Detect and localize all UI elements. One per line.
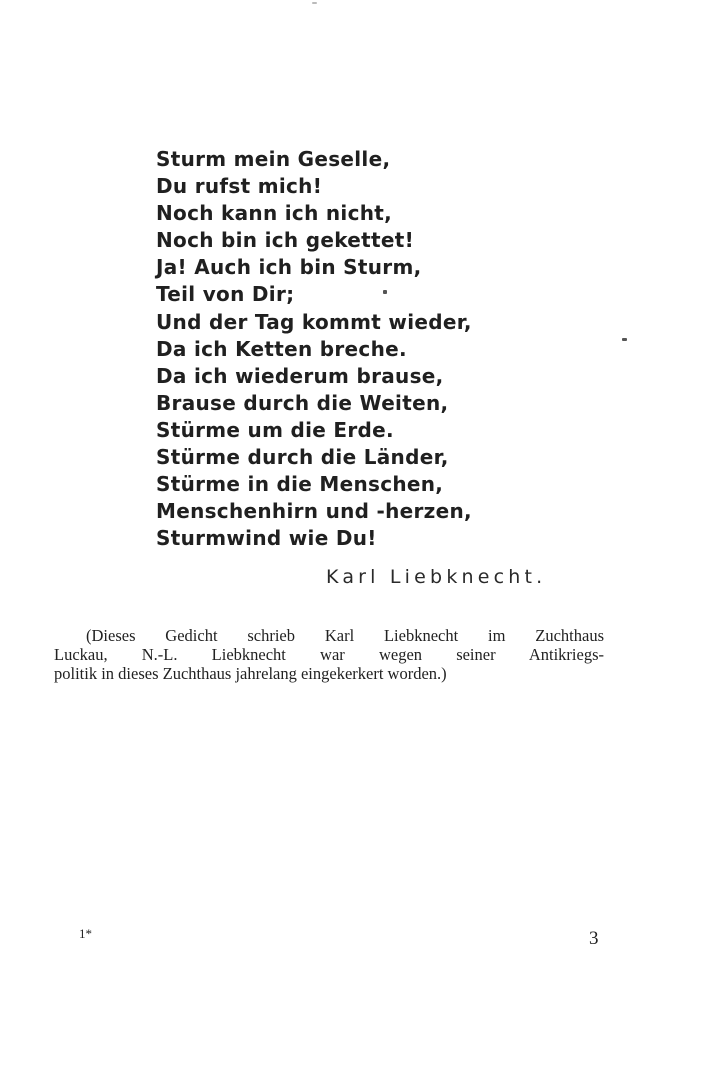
printer-signature-mark: 1* bbox=[79, 926, 92, 941]
poem-line: Sturm mein Geselle, bbox=[156, 147, 391, 171]
poem-line: Da ich wiederum brause, bbox=[156, 363, 444, 388]
poem-line: Sturmwind wie Du! bbox=[156, 526, 377, 551]
ink-speck bbox=[383, 290, 387, 294]
poem-line: Du rufst mich! bbox=[156, 174, 323, 199]
ink-speck bbox=[622, 338, 627, 341]
editorial-note bbox=[54, 626, 604, 683]
poem-line: Stürme um die Erde. bbox=[156, 417, 394, 442]
poem-line: Noch kann ich nicht, bbox=[156, 201, 393, 226]
poem-line: Menschenhirn und -herzen, bbox=[156, 499, 472, 524]
poem-line: Teil von Dir; bbox=[156, 282, 295, 307]
poem-line: Und der Tag kommt wieder, bbox=[156, 309, 472, 334]
poem-line: Noch bin ich gekettet! bbox=[156, 228, 414, 253]
note-line: (Dieses Gedicht schrieb Karl Liebknecht im Zuchthaus bbox=[86, 626, 604, 645]
poem bbox=[156, 146, 556, 552]
note-line: Luckau, N.-L. Liebknecht war wegen seiner Antikriegs- bbox=[54, 645, 604, 664]
poem-line: Da ich Ketten breche. bbox=[156, 336, 407, 361]
note-line: politik in dieses Zuchthaus jahrelang eingekerkert worden.) bbox=[54, 664, 447, 683]
page-number: 3 bbox=[589, 928, 599, 949]
poem-author: Karl Liebknecht. bbox=[326, 566, 547, 588]
poem-line: Stürme in die Menschen, bbox=[156, 472, 444, 497]
poem-line: Brause durch die Weiten, bbox=[156, 390, 449, 415]
ink-speck bbox=[312, 2, 317, 4]
poem-line: Stürme durch die Länder, bbox=[156, 445, 449, 470]
poem-line: Ja! Auch ich bin Sturm, bbox=[156, 255, 422, 280]
